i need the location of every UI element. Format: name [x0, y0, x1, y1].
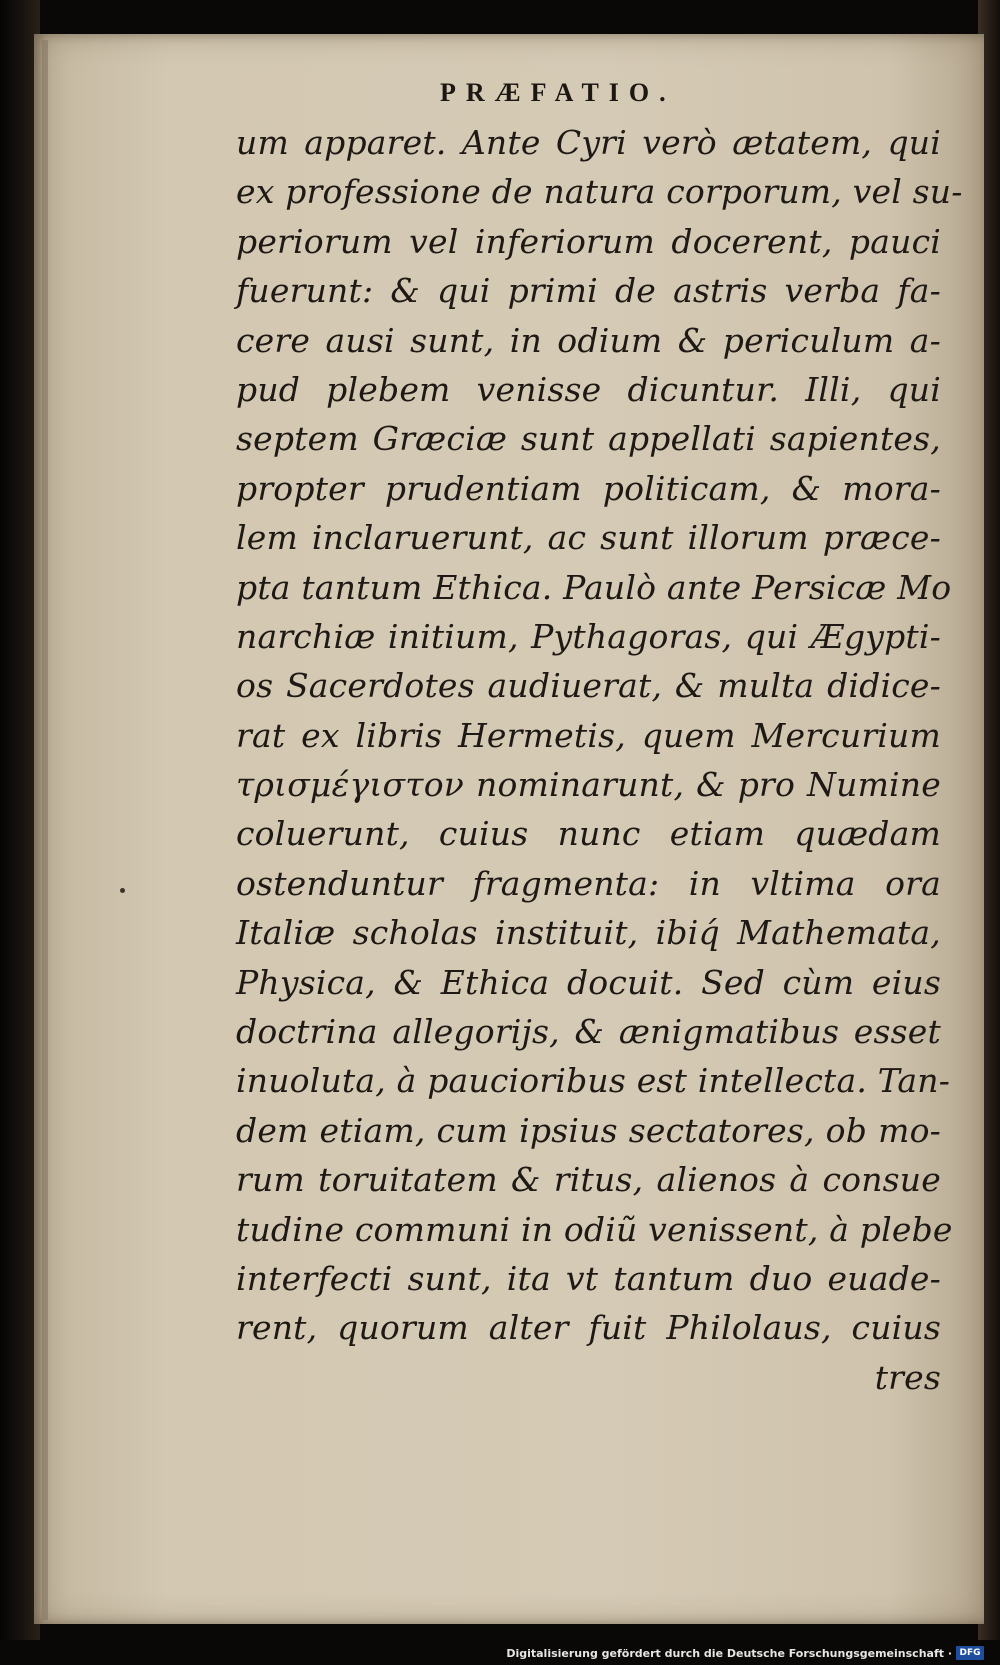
text-line: Italiæ scholas instituit, ibiq́ Mathemata, [236, 913, 941, 953]
digitization-credit: Digitalisierung gefördert durch die Deutsche Forschungsgemeinschaft · [506, 1647, 952, 1660]
text-line: septem Græciæ sunt appellati sapientes, [236, 419, 941, 459]
text-line: dem etiam, cum ipsius sectatores, ob mo- [236, 1110, 941, 1150]
text-line: τρισμέγιστον nominarunt, & pro Numine [236, 765, 941, 805]
text-line: fuerunt: & qui primi de astris verba fa- [236, 271, 941, 311]
text-line: pud plebem venisse dicuntur. Illi, qui [236, 369, 941, 409]
body-text [236, 118, 963, 1402]
text-line: coluerunt, cuius nunc etiam quædam [236, 814, 941, 854]
text-line: inuoluta, à paucioribus est intellecta. Tan- [236, 1061, 951, 1101]
dfg-logo: DFG [956, 1646, 984, 1660]
text-line: ex professione de natura corporum, vel su- [236, 172, 963, 212]
text-line: os Sacerdotes audiuerat, & multa didice- [236, 666, 941, 706]
text-line: lem inclaruerunt, ac sunt illorum præce- [236, 518, 941, 558]
text-line: doctrina allegorijs, & ænigmatibus esset [236, 1012, 941, 1052]
text-line: rum toruitatem & ritus, alienos à consue [236, 1160, 941, 1200]
text-line: rat ex libris Hermetis, quem Mercurium [236, 715, 941, 755]
text-line: Physica, & Ethica docuit. Sed cùm eius [236, 962, 941, 1002]
text-line: um apparet. Ante Cyri verò ætatem, qui [236, 123, 941, 162]
text-line: periorum vel inferiorum docerent, pauci [236, 221, 941, 261]
text-line: pta tantum Ethica. Paulò ante Persicæ Mo [236, 567, 952, 607]
text-line: tudine communi in odiũ venissent, à plebe [236, 1209, 953, 1249]
text-line: narchiæ initium, Pythagoras, qui Ægypti- [236, 616, 941, 656]
text-line: rent, quorum alter fuit Philolaus, cuius [236, 1308, 941, 1348]
text-line: cere ausi sunt, in odium & periculum a- [236, 320, 941, 360]
text-line: propter prudentiam politicam, & mora- [236, 468, 941, 508]
paper-speck [120, 888, 125, 893]
catchword: tres [874, 1357, 941, 1397]
running-head: PRÆFATIO. [440, 78, 676, 107]
text-line: interfecti sunt, ita vt tantum duo euade- [236, 1258, 941, 1298]
page-gutter-shadow [42, 40, 48, 1620]
text-line: ostenduntur fragmenta: in vltima ora [236, 863, 941, 903]
